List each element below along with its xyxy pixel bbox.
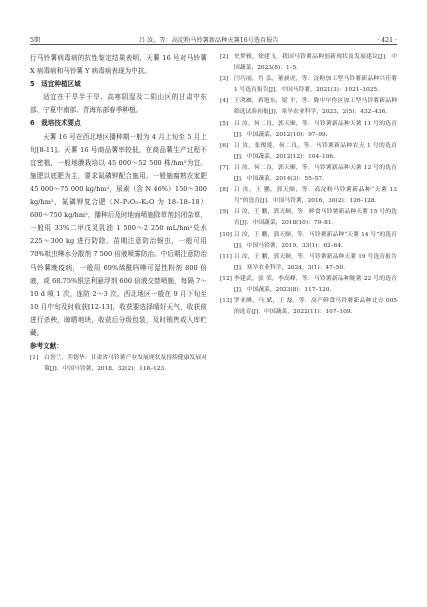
reference-number: [8] bbox=[220, 187, 229, 194]
reference-item bbox=[220, 185, 397, 207]
reference-item bbox=[220, 52, 397, 74]
right-column bbox=[220, 52, 397, 318]
cultivation-paragraph: 天薯 16 号在西北地区播种期一般为 4 月上旬至 5 月上旬[8-11]。天薯 16 号商品薯率较低，在商品薯生产过程不宜密植，一般地膜栽培以 45 000～52 500 株/hm²为宜。施肥以底肥为主，要求氮磷钾配合施用。一般施腐熟农家肥 45 000～75 000 kg/hm²，尿素（含 N 46%）150～300 kg/hm²，氮磷钾复合肥（N–P₂O₅–K₂O 为 18–18–18）600～750 kg/hm²，播种后及时地面喷施除草剂封闭杂草，一般用 33%二甲戊灵乳油 1 500～2 250 mL/hm²兑水 225～300 kg 进行防除。苗期注意防治蚜虫，一般可用 70%吡虫啉水分散剂 7 500 倍液喷雾防治。中后期注意防治马铃薯晚疫病，一般用 69%烯酰吗啉可湿性粉剂 800 倍液，或 68.75%银法利悬浮剂 600 倍液交替喷施，每隔 7～10 d 喷 1 次，连防 2～3 次。西北地区一般在 9 月下旬至 10 月中旬及时收获[12-13]，收获要选择晴好天气，收获前进行杀秧，晾晒地块，收获后分级包装，及时销售或入库贮藏。 bbox=[30, 132, 207, 337]
reference-text: 吕 汝，张俊莲，何二良，等．马铃薯新品种农天 1 号的选育[J]．中国蔬菜，2012(12)：104–106. bbox=[234, 142, 397, 160]
reference-list-left bbox=[30, 353, 207, 375]
reference-number: [2] bbox=[220, 54, 229, 60]
header-rule bbox=[30, 44, 397, 45]
planting-area-paragraph: 适宜在干旱半干旱、高寒阴湿及二阴山区的甘肃中东部、宁夏中南部、青海东部春季种植。 bbox=[30, 93, 207, 115]
reference-number: [9] bbox=[220, 209, 229, 216]
reference-text: 王鸿雁，蒋旭东，梁 平，等．陇中早作区加工型马铃薯新品种筛选试验初报[J]．寒旱农业科学，2023，2(5)：432–436. bbox=[234, 98, 397, 116]
section-heading-cultivation: 6 栽培技术要点 bbox=[30, 119, 81, 128]
reference-item bbox=[220, 119, 397, 141]
page-header bbox=[30, 30, 397, 44]
page-number: · 421 · bbox=[377, 37, 397, 44]
reference-item bbox=[220, 163, 397, 185]
reference-item bbox=[220, 96, 397, 118]
references-heading: 参考文献： bbox=[30, 342, 63, 351]
reference-number: [1] bbox=[30, 355, 39, 362]
reference-text: 吕 汝，王 鹏，郭天顺，等．高淀粉马铃薯新品种“天薯 13 号”的选育[J]．中国马铃薯，2016，30(2)：126–128. bbox=[234, 187, 397, 205]
reference-text: 吕 汝，何二良，郭天顺，等．马铃薯新品种天薯 11 号的选育[J]．中国蔬菜，2012(10)：97–99. bbox=[234, 120, 397, 138]
left-column bbox=[30, 52, 207, 375]
virus-resistance-paragraph: 行马铃薯病毒病的抗性鉴定结果表明，天薯 16 号对马铃薯 X 病毒病和马铃薯 Y 病毒病表现为中抗。 bbox=[30, 54, 207, 76]
reference-text: 吕 汝，王 鹏，郭天顺，等．鲜食马铃薯新品种天薯 15 号的选育[J]．中国蔬菜，2018(10)：79–81. bbox=[234, 209, 397, 227]
reference-number: [12] bbox=[220, 275, 232, 282]
reference-number: [6] bbox=[220, 142, 229, 149]
reference-number: [4] bbox=[220, 98, 229, 105]
reference-item bbox=[220, 74, 397, 96]
reference-list-right bbox=[220, 52, 397, 318]
reference-number: [7] bbox=[220, 164, 229, 171]
reference-item bbox=[30, 353, 207, 375]
reference-text: 吕 汝，王 鹏，郭天顺，等．马铃薯新品种天薯 19 号选育报告[J]．寒旱农业科学，2024，3(1)：47–50. bbox=[234, 253, 397, 271]
reference-item bbox=[220, 207, 397, 229]
reference-item bbox=[220, 296, 397, 318]
section-heading-planting-area: 5 适宜种植区域 bbox=[30, 80, 81, 89]
reference-item bbox=[220, 230, 397, 252]
journal-issue: 5期 bbox=[30, 37, 41, 44]
running-title: 吕 汝，等：高淀粉马铃薯新品种天薯16号选育报告 bbox=[138, 37, 279, 44]
reference-text: 吕 汝，何二良，郭天顺，等．马铃薯新品种天薯 12 号的选育[J]．中国蔬菜，2014(3)：55–57. bbox=[234, 164, 397, 183]
reference-item bbox=[220, 274, 397, 296]
reference-text: 吕 汝，王 鹏，郭天顺，等．马铃薯新品种“天薯 14 号”的选育[J]．中国马铃薯，2019，33(1)：62–64. bbox=[234, 231, 397, 249]
reference-item bbox=[220, 252, 397, 274]
reference-number: [11] bbox=[220, 253, 232, 260]
reference-text: 闫巧丽，肖 弘，董昶虎，等．淀粉加工型马铃薯新品种兴佳薯 1 号选育报告[J]．中国马铃薯，2021(3)：1021–1025. bbox=[234, 76, 397, 94]
reference-number: [13] bbox=[220, 298, 232, 305]
reference-number: [5] bbox=[220, 120, 229, 127]
reference-number: [3] bbox=[220, 76, 229, 83]
reference-text: 李建武，张 荣，李高峰，等．马铃薯新品种陇薯 22 号的选育[J]．中国蔬菜，2023(8)：117–120. bbox=[234, 275, 397, 293]
reference-text: 罗亚峰，马 斌，王 磊，等．高产鲜食马铃薯新品种北方 005 的选育[J]．中国蔬菜，2022(11)：107–109. bbox=[234, 298, 397, 316]
reference-item bbox=[220, 141, 397, 163]
reference-text: 史梦雅，徐建飞．我国马铃薯品种创新现状及发展建议[J]．中国蔬菜，2023(8)：1–5. bbox=[234, 54, 397, 72]
reference-number: [10] bbox=[220, 231, 232, 238]
reference-text: 白誉兰，乔德华．甘肃省马铃薯产业发展现状及持续健康发展对策[J]．中国马铃薯，2018，32(2)：118–123. bbox=[44, 355, 207, 373]
